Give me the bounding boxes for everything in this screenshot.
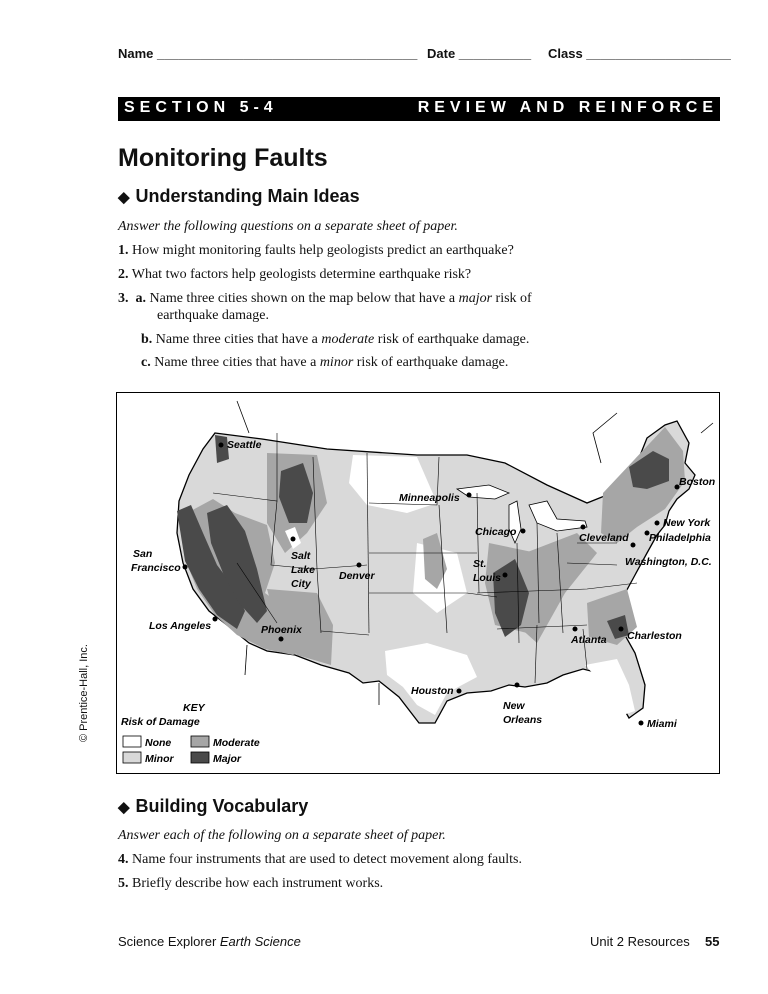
question-3c: c. Name three cities that have a minor risk of earthquake damage.	[141, 355, 509, 370]
city-dot-phoenix	[279, 637, 284, 642]
label-denver: Denver	[339, 570, 375, 582]
label-new-orleans-1: New	[503, 700, 525, 712]
question-1: 1. How might monitoring faults help geologists predict an earthquake?	[118, 243, 514, 258]
label-miami: Miami	[647, 718, 677, 730]
label-washington: Washington, D.C.	[625, 556, 712, 568]
label-minneapolis: Minneapolis	[399, 492, 460, 504]
label-new-york: New York	[663, 517, 711, 529]
city-dot-cleveland	[581, 525, 586, 530]
date-field[interactable]: Date __________	[427, 46, 532, 61]
footer-book-title: Science Explorer Earth Science	[118, 934, 301, 949]
key-label-none: None	[145, 737, 172, 749]
label-phoenix: Phoenix	[261, 624, 302, 636]
question-5: 5. Briefly describe how each instrument works.	[118, 876, 384, 891]
key-label-major: Major	[213, 753, 242, 765]
question-3b: b. Name three cities that have a moderate risk of earthquake damage.	[141, 332, 530, 347]
question-4: 4. Name four instruments that are used to detect movement along faults.	[118, 852, 522, 867]
diamond-bullet-icon: ◆	[118, 189, 130, 206]
key-label-moderate: Moderate	[213, 737, 260, 749]
city-dot-charleston	[619, 627, 624, 632]
label-philadelphia: Philadelphia	[649, 532, 711, 544]
label-salt-lake-city-3: City	[291, 578, 311, 590]
page-title: Monitoring Faults	[118, 144, 328, 172]
label-san-francisco-2: Francisco	[131, 562, 181, 574]
instruction-vocabulary: Answer each of the following on a separate sheet of paper.	[118, 828, 446, 843]
earthquake-risk-map	[116, 392, 720, 774]
key-subtitle: Risk of Damage	[121, 716, 200, 728]
section-banner	[118, 97, 720, 121]
key-swatch-moderate	[191, 736, 209, 747]
city-dot-minneapolis	[467, 493, 472, 498]
city-dot-houston	[457, 689, 462, 694]
city-dot-denver	[357, 563, 362, 568]
key-swatch-none	[123, 736, 141, 747]
label-san-francisco-1: San	[133, 548, 153, 560]
label-houston: Houston	[411, 685, 454, 697]
label-chicago: Chicago	[475, 526, 517, 538]
label-salt-lake-city-1: Salt	[291, 550, 311, 562]
label-cleveland: Cleveland	[579, 532, 629, 544]
label-st-louis-1: St.	[473, 558, 487, 570]
copyright-notice: © Prentice-Hall, Inc.	[78, 644, 90, 742]
city-dot-new-orleans	[515, 683, 520, 688]
city-dot-miami	[639, 721, 644, 726]
label-los-angeles: Los Angeles	[149, 620, 212, 632]
page-number: 55	[705, 934, 720, 949]
map-key	[121, 702, 260, 765]
city-dot-st-louis	[503, 573, 508, 578]
label-boston: Boston	[679, 476, 716, 488]
key-title: KEY	[183, 702, 205, 714]
section-type: REVIEW AND REINFORCE	[417, 99, 718, 116]
city-dot-los-angeles	[213, 617, 218, 622]
class-field[interactable]: Class ____________________	[548, 46, 731, 61]
city-dot-san-francisco	[183, 565, 188, 570]
city-dot-washington	[631, 543, 636, 548]
city-dot-seattle	[219, 443, 224, 448]
key-label-minor: Minor	[145, 753, 174, 765]
label-st-louis-2: Louis	[473, 572, 501, 584]
label-atlanta: Atlanta	[571, 634, 607, 646]
city-dot-salt-lake-city	[291, 537, 296, 542]
key-swatch-minor	[123, 752, 141, 763]
name-field[interactable]: Name ____________________________________	[118, 46, 418, 61]
label-salt-lake-city-2: Lake	[291, 564, 315, 576]
instruction-main-ideas: Answer the following questions on a separate sheet of paper.	[118, 219, 458, 234]
key-swatch-major	[191, 752, 209, 763]
label-seattle: Seattle	[227, 439, 262, 451]
question-3a: 3. a. Name three cities shown on the map below that have a major risk of	[118, 291, 532, 306]
label-charleston: Charleston	[627, 630, 682, 642]
city-dot-chicago	[521, 529, 526, 534]
section-heading-main-ideas: ◆ Understanding Main Ideas	[118, 186, 360, 206]
question-2: 2. What two factors help geologists determine earthquake risk?	[118, 267, 472, 282]
section-heading-vocabulary: ◆ Building Vocabulary	[118, 796, 309, 816]
city-dot-atlanta	[573, 627, 578, 632]
label-new-orleans-2: Orleans	[503, 714, 543, 726]
diamond-bullet-icon: ◆	[118, 799, 130, 816]
city-dot-new-york	[655, 521, 660, 526]
section-number: SECTION 5-4	[124, 99, 278, 116]
question-3a-continued: earthquake damage.	[157, 308, 269, 323]
footer-unit: Unit 2 Resources	[590, 934, 690, 949]
